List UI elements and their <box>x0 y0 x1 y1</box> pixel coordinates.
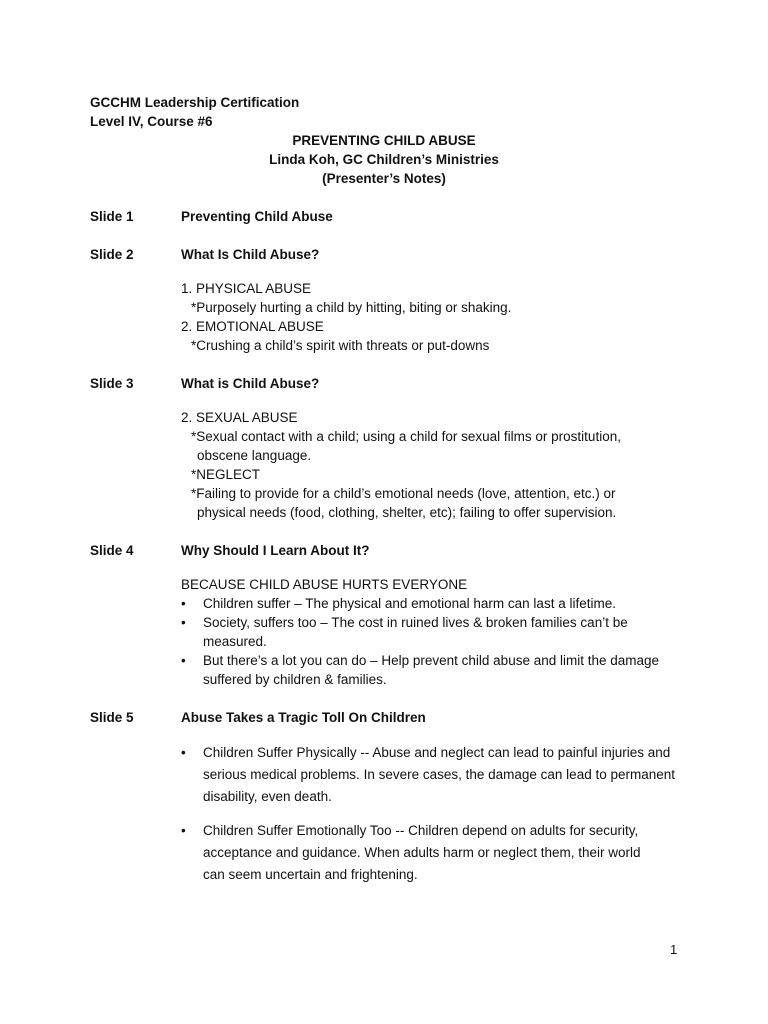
slide-2-line: 2. EMOTIONAL ABUSE <box>181 319 324 334</box>
bullet-icon: • <box>181 653 186 668</box>
slide-1-label: Slide 1 <box>90 209 134 224</box>
slide-3-line: *NEGLECT <box>191 467 261 482</box>
document-title: PREVENTING CHILD ABUSE <box>292 133 476 148</box>
slide-4-intro: BECAUSE CHILD ABUSE HURTS EVERYONE <box>181 577 468 592</box>
slide-2-label: Slide 2 <box>90 247 134 262</box>
slide-3-line: physical needs (food, clothing, shelter, etc); failing to offer supervision. <box>197 505 617 520</box>
bullet-icon: • <box>181 745 186 760</box>
slide-5-title: Abuse Takes a Tragic Toll On Children <box>181 710 426 725</box>
header-line-1: GCCHM Leadership Certification <box>90 95 300 110</box>
page-number: 1 <box>670 942 678 957</box>
header-line-2: Level IV, Course #6 <box>90 114 213 129</box>
slide-2-title: What Is Child Abuse? <box>181 247 320 262</box>
slide-3-line: *Failing to provide for a child’s emotional needs (love, attention, etc.) or <box>191 486 616 501</box>
slide-2-line: *Purposely hurting a child by hitting, biting or shaking. <box>191 300 512 315</box>
slide-5-bullet: Children Suffer Emotionally Too -- Children depend on adults for security, acceptance and guidance. When adults harm or neglect them, their world can seem uncertain and frightening. <box>203 823 641 882</box>
slide-3-line: *Sexual contact with a child; using a child for sexual films or prostitution, <box>191 429 621 444</box>
bullet-icon: • <box>181 596 186 611</box>
bullet-icon: • <box>181 823 186 838</box>
slide-5-label: Slide 5 <box>90 710 134 725</box>
slide-3-label: Slide 3 <box>90 376 134 391</box>
slide-3-title: What is Child Abuse? <box>181 376 320 391</box>
slide-4-label: Slide 4 <box>90 543 134 558</box>
slide-4-bullet: But there’s a lot you can do – Help prevent child abuse and limit the damage suffered by children & families. <box>203 653 660 687</box>
slide-5-bullet: Children Suffer Physically -- Abuse and neglect can lead to painful injuries and serious medical problems. In severe cases, the damage can lead to permanent disability, even death. <box>203 745 676 804</box>
document-author: Linda Koh, GC Children’s Ministries <box>269 152 499 167</box>
slide-3-line: obscene language. <box>197 448 312 463</box>
slide-2-line: *Crushing a child’s spirit with threats or put-downs <box>191 338 490 353</box>
slide-4-bullet: Society, suffers too – The cost in ruined lives & broken families can’t be measured. <box>203 615 628 649</box>
slide-4-title: Why Should I Learn About It? <box>181 543 370 558</box>
document-note: (Presenter’s Notes) <box>322 171 446 186</box>
slide-1-title: Preventing Child Abuse <box>181 209 333 224</box>
bullet-icon: • <box>181 615 186 630</box>
slide-4-bullet: Children suffer – The physical and emotional harm can last a lifetime. <box>203 596 616 611</box>
slide-2-line: 1. PHYSICAL ABUSE <box>181 281 312 296</box>
slide-3-line: 2. SEXUAL ABUSE <box>181 410 298 425</box>
